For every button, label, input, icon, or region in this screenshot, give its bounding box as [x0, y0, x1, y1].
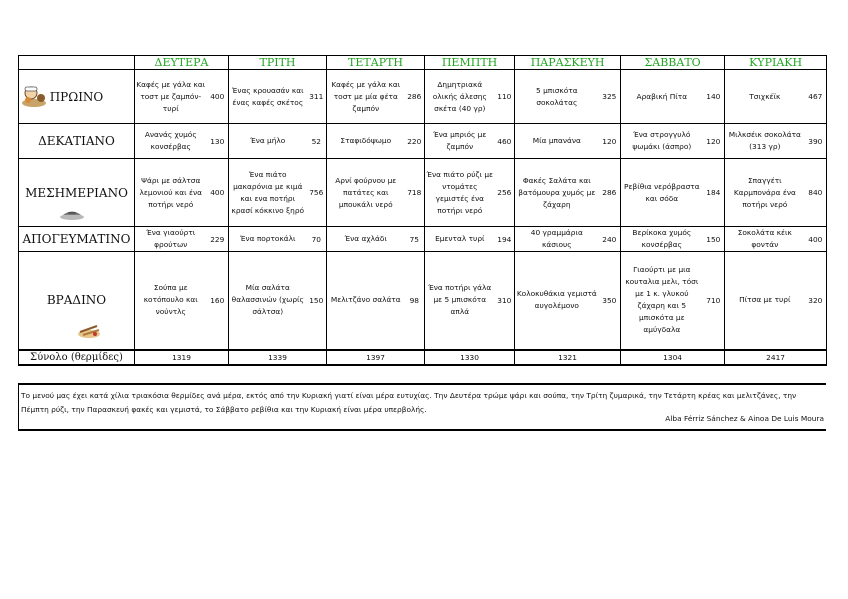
- calorie-cell: 240: [599, 227, 621, 252]
- total-cell: 1319: [135, 350, 229, 365]
- food-cell: Ένα αχλάδι: [327, 227, 405, 252]
- totals-row: [19, 350, 827, 365]
- food-cell: Σοκολάτα κέικ φοντάν: [725, 227, 805, 252]
- food-cell: Μία σαλάτα θαλασσινών (χωρίς σάλτσα): [229, 252, 307, 350]
- calorie-cell: 140: [703, 70, 725, 124]
- meal-name-cell: [19, 159, 135, 227]
- day-header: ΠΑΡΑΣΚΕΥΗ: [515, 56, 621, 70]
- day-header: ΤΕΤΑΡΤΗ: [327, 56, 425, 70]
- meal-name-cell: [19, 70, 135, 124]
- calorie-cell: 286: [599, 159, 621, 227]
- meal-name: ΔΕΚΑΤΙΑΝΟ: [38, 134, 115, 148]
- dinner-icon: [77, 322, 103, 343]
- meal-name-cell: [19, 252, 135, 350]
- food-cell: Δημητριακά ολικής άλεσης σκέτα (40 γρ): [425, 70, 495, 124]
- menu-note: [18, 383, 826, 431]
- totals-label: Σύνολο (θερμίδες): [19, 350, 135, 365]
- total-cell: 1304: [621, 350, 725, 365]
- calorie-cell: 150: [703, 227, 725, 252]
- authors: Alba Férriz Sánchez & Ainoa De Luis Moura: [665, 414, 824, 423]
- calorie-cell: 52: [307, 124, 327, 159]
- food-cell: Καφές με γάλα και τοστ με μία φέτα ζαμπόν: [327, 70, 405, 124]
- food-cell: Μία μπανάνα: [515, 124, 599, 159]
- calorie-cell: 75: [405, 227, 425, 252]
- total-cell: 1321: [515, 350, 621, 365]
- food-cell: 5 μπισκότα σοκολάτας: [515, 70, 599, 124]
- calorie-cell: 120: [703, 124, 725, 159]
- lunch-icon: [59, 209, 85, 224]
- meal-rows: [19, 70, 827, 350]
- day-header: ΣΑΒΒΑΤΟ: [621, 56, 725, 70]
- calorie-cell: 184: [703, 159, 725, 227]
- food-cell: 40 γραμμάρια κάσιους: [515, 227, 599, 252]
- calorie-cell: 400: [207, 70, 229, 124]
- food-cell: Σπαγγέτι Καρμπονάρα ένα ποτήρι νερό: [725, 159, 805, 227]
- food-cell: Ένα γιαούρτι φρούτων: [135, 227, 207, 252]
- calorie-cell: 120: [599, 124, 621, 159]
- calorie-cell: 756: [307, 159, 327, 227]
- calorie-cell: 130: [207, 124, 229, 159]
- corner-cell: [19, 56, 135, 70]
- weekly-menu-table: [18, 55, 827, 366]
- calorie-cell: 160: [207, 252, 229, 350]
- food-cell: Ένας κρουασάν και ένας καφές σκέτος: [229, 70, 307, 124]
- day-header: ΚΥΡΙΑΚΗ: [725, 56, 827, 70]
- food-cell: Ένα μπριός με ζαμπόν: [425, 124, 495, 159]
- total-cell: 1397: [327, 350, 425, 365]
- food-cell: Ένα πιάτο μακαρόνια με κιμά και ενα ποτήρι κρασί κόκκινο ξηρό: [229, 159, 307, 227]
- food-cell: Κολοκυθάκια γεμιστά αυγολέμονο: [515, 252, 599, 350]
- calorie-cell: 220: [405, 124, 425, 159]
- food-cell: Ψάρι με σάλτσα λεμονιού και ένα ποτήρι νερό: [135, 159, 207, 227]
- food-cell: Γιαούρτι με μια κουταλια μελι, τόσι με 1 κ. γλυκού ζάχαρη και 5 μπισκότα με αμύγδαλα: [621, 252, 703, 350]
- calorie-cell: 229: [207, 227, 229, 252]
- meal-name-cell: [19, 124, 135, 159]
- day-header-row: [19, 56, 827, 70]
- total-cell: 1339: [229, 350, 327, 365]
- meal-name: ΑΠΟΓΕΥΜΑΤΙΝΟ: [22, 232, 131, 246]
- food-cell: Ανανάς χυμός κονσέρβας: [135, 124, 207, 159]
- meal-name: ΜΕΣΗΜΕΡΙΑΝΟ: [25, 185, 128, 200]
- food-cell: Καφές με γάλα και τοστ με ζαμπόν-τυρί: [135, 70, 207, 124]
- meal-row: [19, 227, 827, 252]
- meal-row: [19, 252, 827, 350]
- calorie-cell: 150: [307, 252, 327, 350]
- calorie-cell: 286: [405, 70, 425, 124]
- calorie-cell: 320: [805, 252, 827, 350]
- meal-name: ΒΡΑΔΙΝΟ: [46, 293, 107, 308]
- food-cell: Ένα ποτήρι γάλα με 5 μπισκότα απλά: [425, 252, 495, 350]
- day-header: ΔΕΥΤΕΡΑ: [135, 56, 229, 70]
- calorie-cell: 390: [805, 124, 827, 159]
- meal-row: [19, 124, 827, 159]
- calorie-cell: 256: [495, 159, 515, 227]
- food-cell: Εμενταλ τυρί: [425, 227, 495, 252]
- calorie-cell: 98: [405, 252, 425, 350]
- day-header: ΠΕΜΠΤΗ: [425, 56, 515, 70]
- calorie-cell: 350: [599, 252, 621, 350]
- calorie-cell: 325: [599, 70, 621, 124]
- calorie-cell: 840: [805, 159, 827, 227]
- food-cell: Αραβική Πίτα: [621, 70, 703, 124]
- calorie-cell: 70: [307, 227, 327, 252]
- food-cell: Αρνί φούρνου με πατάτες και μπουκάλι νερό: [327, 159, 405, 227]
- food-cell: Πίτσα με τυρί: [725, 252, 805, 350]
- calorie-cell: 467: [805, 70, 827, 124]
- calorie-cell: 400: [207, 159, 229, 227]
- calorie-cell: 718: [405, 159, 425, 227]
- note-text: Το μενού μας έχει κατά χίλια τριακόσια θερμίδες ανά μέρα, εκτός από την Κυριακή γιατί είναι μέρα ευτυχίας. Την Δευτέρα τρώμε ψάρι και σούπα, την Τρίτη ζυμαρικά, την Τετάρτη κρέας και μελιτζάνες, την Πέμπτη ρύζι, την Παρασκευή φακές και γεμιστά, το Σάββατο ρεβίθια και την Κυριακή είναι μέρα υπερβολής.: [21, 391, 797, 414]
- food-cell: Σταφιδόψωμο: [327, 124, 405, 159]
- food-cell: Ένα πορτοκάλι: [229, 227, 307, 252]
- meal-row: [19, 70, 827, 124]
- food-cell: Φακές Σαλάτα και βατόμουρα χυμός με ζάχαρη: [515, 159, 599, 227]
- food-cell: Ένα στρογγυλό ψωμάκι (άσπρο): [621, 124, 703, 159]
- food-cell: Μελιτζάνο σαλάτα: [327, 252, 405, 350]
- calorie-cell: 400: [805, 227, 827, 252]
- meal-name: ΠΡΩΙΝΟ: [49, 89, 104, 104]
- meal-row: [19, 159, 827, 227]
- calorie-cell: 310: [495, 252, 515, 350]
- calorie-cell: 194: [495, 227, 515, 252]
- food-cell: Βερίκοκα χυμός κονσέρβας: [621, 227, 703, 252]
- food-cell: Μιλκσέικ σοκολάτα (313 γρ): [725, 124, 805, 159]
- food-cell: Ένα μήλο: [229, 124, 307, 159]
- total-cell: 1330: [425, 350, 515, 365]
- calorie-cell: 311: [307, 70, 327, 124]
- calorie-cell: 460: [495, 124, 515, 159]
- food-cell: Ένα πιάτο ρύζι με ντομάτες γεμιστές ένα ποτήρι νερό: [425, 159, 495, 227]
- food-cell: Ρεβίθια νερόβραστα και σόδα: [621, 159, 703, 227]
- calorie-cell: 110: [495, 70, 515, 124]
- food-cell: Τσιχκέϊκ: [725, 70, 805, 124]
- total-cell: 2417: [725, 350, 827, 365]
- breakfast-icon: [21, 84, 49, 111]
- calorie-cell: 710: [703, 252, 725, 350]
- meal-name-cell: [19, 227, 135, 252]
- day-header: ΤΡΙΤΗ: [229, 56, 327, 70]
- food-cell: Σούπα με κοτόπουλο και νούντλς: [135, 252, 207, 350]
